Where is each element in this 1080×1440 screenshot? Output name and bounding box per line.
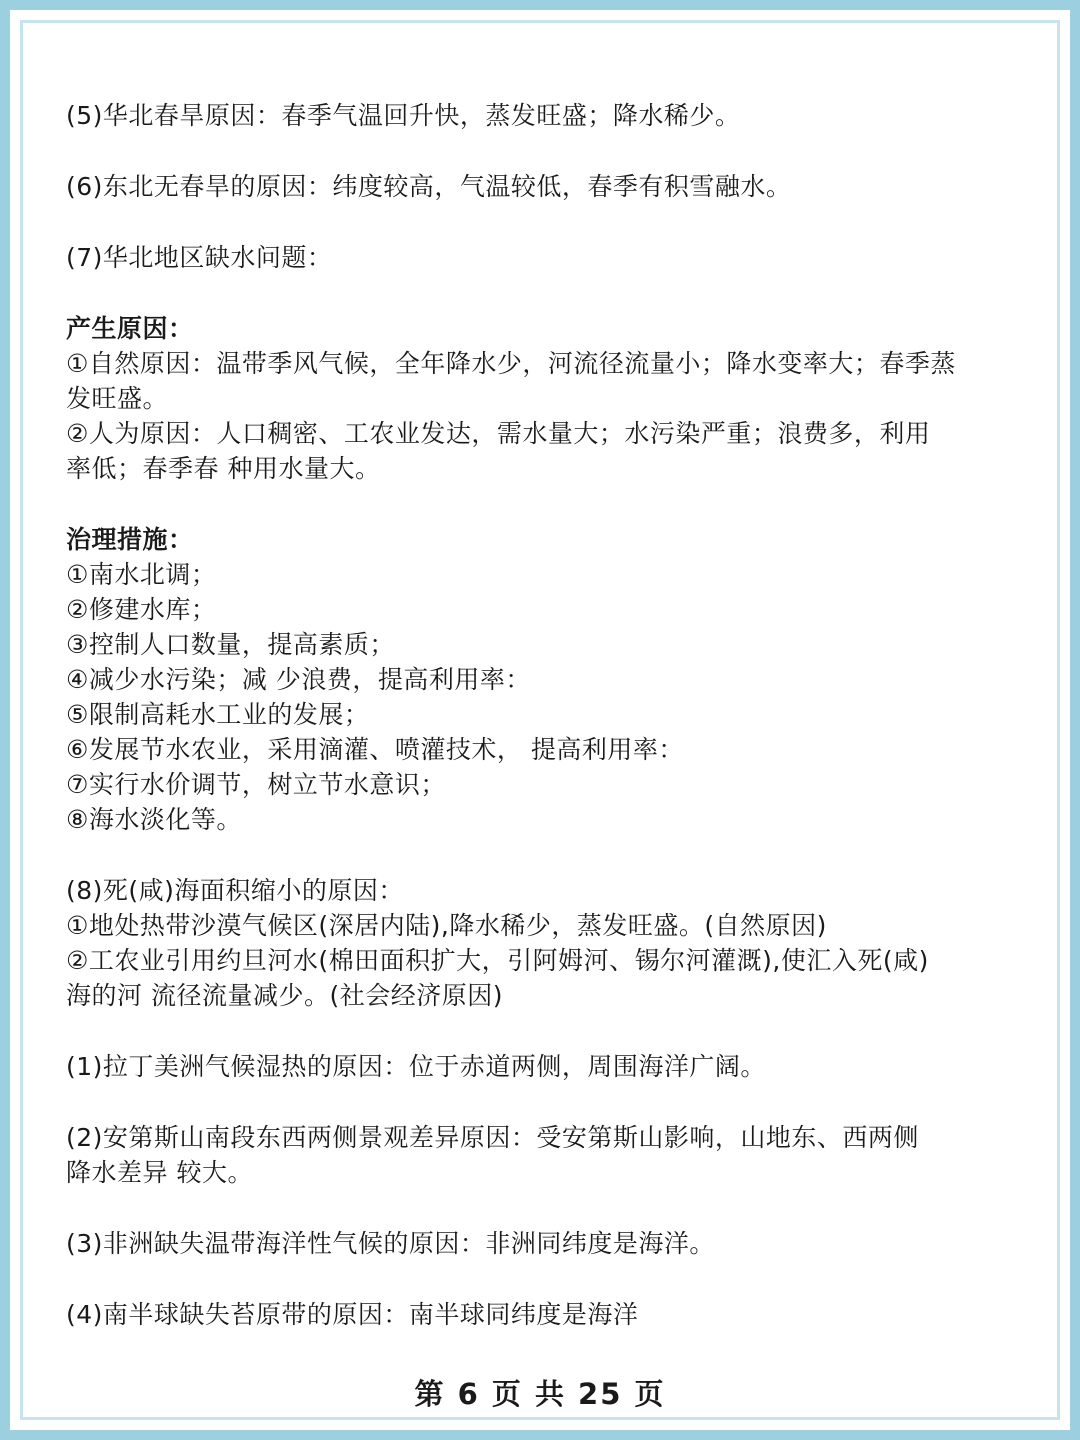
- text-line: (1)拉丁美洲气候湿热的原因：位于赤道两侧，周围海洋广阔。: [66, 1052, 766, 1081]
- paragraph-gap: [66, 1190, 1026, 1226]
- page-number-footer: 第 6 页 共 25 页: [414, 1377, 666, 1411]
- text-line: 发旺盛。: [66, 384, 169, 413]
- text-line: ⑧海水淡化等。: [66, 805, 242, 834]
- section-heading: 产生原因：: [66, 314, 194, 343]
- section-heading: 治理措施：: [66, 525, 194, 554]
- paragraph-gap: [66, 275, 1026, 311]
- text-line: (6)东北无春旱的原因：纬度较高，气温较低，春季有积雪融水。: [66, 172, 792, 201]
- paragraph-gap: [66, 204, 1026, 240]
- text-line: (3)非洲缺失温带海洋性气候的原因：非洲同纬度是海洋。: [66, 1229, 715, 1258]
- document-body: [66, 98, 1026, 1332]
- text-line: ①地处热带沙漠气候区(深居内陆),降水稀少，蒸发旺盛。(自然原因): [66, 911, 827, 940]
- text-line: 降水差异 较大。: [66, 1158, 253, 1187]
- paragraph-gap: [66, 837, 1026, 873]
- text-line: (4)南半球缺失苔原带的原因：南半球同纬度是海洋: [66, 1300, 639, 1329]
- paragraph-gap: [66, 133, 1026, 169]
- text-line: ②修建水库；: [66, 595, 217, 624]
- text-line: ⑦实行水价调节，树立节水意识；: [66, 770, 446, 799]
- text-line: 率低；春季春 种用水量大。: [66, 454, 381, 483]
- text-line: ⑤限制高耗水工业的发展；: [66, 700, 370, 729]
- text-line: ①自然原因：温带季风气候，全年降水少，河流径流量小；降水变率大；春季蒸: [66, 349, 956, 378]
- text-line: (7)华北地区缺水问题：: [66, 243, 333, 272]
- text-line: (2)安第斯山南段东西两侧景观差异原因：受安第斯山影响，山地东、西两侧: [66, 1123, 919, 1152]
- paragraph-gap: [66, 1013, 1026, 1049]
- paragraph-gap: [66, 1261, 1026, 1297]
- text-line: (8)死(咸)海面积缩小的原因：: [66, 876, 404, 905]
- paragraph-gap: [66, 486, 1026, 522]
- text-line: ④减少水污染；减 少浪费，提高利用率：: [66, 665, 531, 694]
- text-line: ③控制人口数量，提高素质；: [66, 630, 395, 659]
- text-line: 海的河 流径流量减少。(社会经济原因): [66, 981, 503, 1010]
- text-line: ②人为原因：人口稠密、工农业发达，需水量大；水污染严重；浪费多，利用: [66, 419, 931, 448]
- text-line: (5)华北春旱原因：春季气温回升快，蒸发旺盛；降水稀少。: [66, 101, 741, 130]
- text-line: ②工农业引用约旦河水(棉田面积扩大，引阿姆河、锡尔河灌溉),使汇入死(咸): [66, 946, 929, 975]
- paragraph-gap: [66, 1084, 1026, 1120]
- text-line: ⑥发展节水农业，采用滴灌、喷灌技术， 提高利用率：: [66, 735, 684, 764]
- text-line: ①南水北调；: [66, 560, 217, 589]
